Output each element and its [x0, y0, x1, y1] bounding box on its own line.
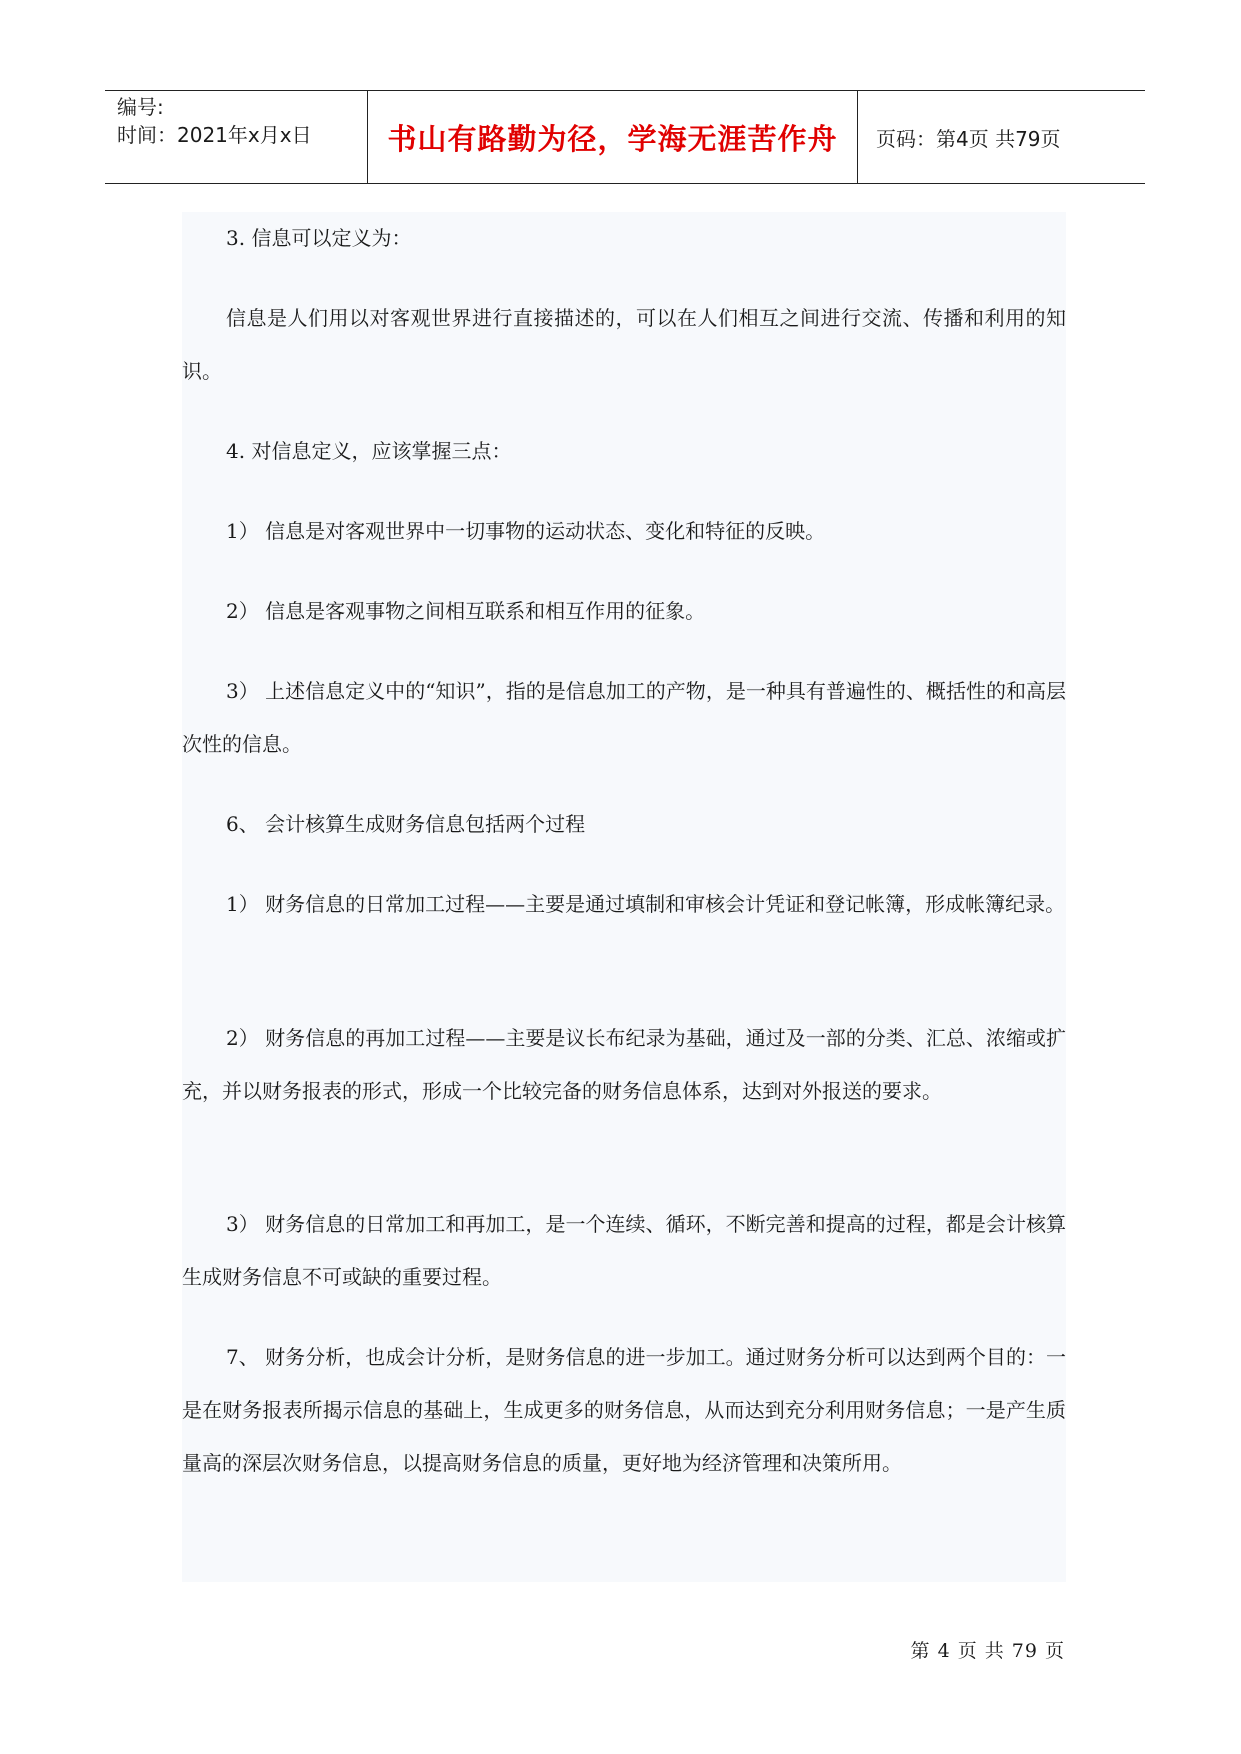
paragraph: 信息是人们用以对客观世界进行直接描述的，可以在人们相互之间进行交流、传播和利用的知识。	[182, 306, 1066, 383]
header-motto: 书山有路勤为径，学海无涯苦作舟	[368, 91, 858, 183]
paragraph: 6、 会计核算生成财务信息包括两个过程	[226, 812, 586, 836]
paragraph: 7、 财务分析，也成会计分析，是财务信息的进一步加工。通过财务分析可以达到两个目的：一是在财务报表所揭示信息的基础上，生成更多的财务信息，从而达到充分利用财务信息；一是产生质量高的深层次财务信息，以提高财务信息的质量，更好地为经济管理和决策所用。	[182, 1345, 1066, 1475]
paragraph: 3） 财务信息的日常加工和再加工，是一个连续、循环，不断完善和提高的过程，都是会计核算生成财务信息不可或缺的重要过程。	[182, 1212, 1066, 1289]
paragraph: 2） 信息是客观事物之间相互联系和相互作用的征象。	[226, 599, 706, 623]
paragraph: 1） 信息是对客观世界中一切事物的运动状态、变化和特征的反映。	[226, 519, 826, 543]
document-header	[105, 90, 1145, 184]
serial-label: 编号:	[117, 95, 164, 119]
page-footer: 第 4 页 共 79 页	[910, 1640, 1065, 1662]
paragraph: 1） 财务信息的日常加工过程——主要是通过填制和审核会计凭证和登记帐簿，形成帐簿纪录。	[226, 892, 1066, 916]
paragraph: 4. 对信息定义，应该掌握三点：	[226, 439, 512, 463]
paragraph: 2） 财务信息的再加工过程——主要是议长布纪录为基础，通过及一部的分类、汇总、浓缩或扩充，并以财务报表的形式，形成一个比较完备的财务信息体系，达到对外报送的要求。	[182, 1026, 1066, 1103]
header-left-cell	[105, 91, 368, 183]
time-label: 时间：2021年x月x日	[117, 123, 312, 147]
paragraph: 3. 信息可以定义为：	[226, 226, 412, 250]
paragraph: 3） 上述信息定义中的“知识”，指的是信息加工的产物，是一种具有普遍性的、概括性的和高层次性的信息。	[182, 679, 1066, 756]
header-page-code: 页码：第4页 共79页	[876, 126, 1061, 151]
document-body	[182, 212, 1066, 1582]
